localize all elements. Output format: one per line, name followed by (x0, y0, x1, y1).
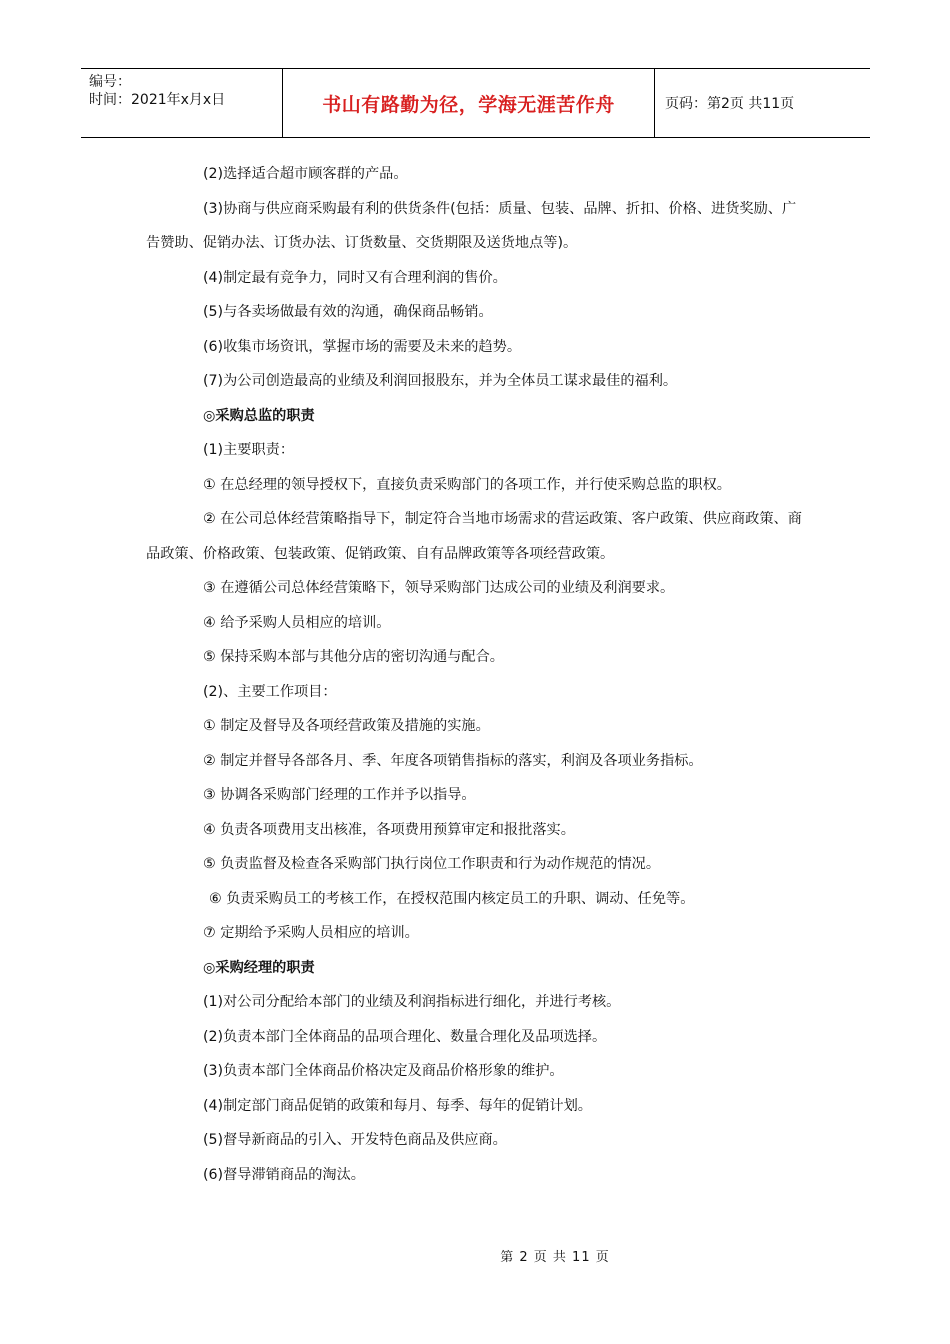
paragraph: ⑥ 负责采购员工的考核工作，在授权范围内核定员工的升职、调动、任免等。 (209, 890, 695, 907)
paragraph: (2)负责本部门全体商品的品项合理化、数量合理化及品项选择。 (203, 1028, 607, 1045)
paragraph: ④ 给予采购人员相应的培训。 (203, 614, 391, 631)
paragraph: (2)、主要工作项目： (203, 683, 337, 700)
header-motto: 书山有路勤为径，学海无涯苦作舟 (322, 93, 615, 116)
paragraph: (4)制定最有竞争力，同时又有合理利润的售价。 (203, 269, 507, 286)
paragraph: (7)为公司创造最高的业绩及利润回报股东，并为全体员工谋求最佳的福利。 (203, 373, 678, 389)
paragraph: (3)协商与供应商采购最有利的供货条件(包括：质量、包装、品牌、折扣、价格、进货奖励、广告赞助、促销办法、订货办法、订货数量、交货期限及送货地点等)。 (146, 200, 797, 251)
section-heading: ◎采购经理的职责 (203, 959, 315, 976)
header-page-info: 页码：第2页 共11页 (665, 96, 795, 112)
paragraph: ② 制定并督导各部各月、季、年度各项销售指标的落实，利润及各项业务指标。 (203, 752, 703, 769)
paragraph: ④ 负责各项费用支出核准，各项费用预算审定和报批落实。 (203, 821, 575, 838)
document-number-label: 编号： (89, 74, 131, 90)
paragraph: ③ 在遵循公司总体经营策略下，领导采购部门达成公司的业绩及利润要求。 (203, 580, 675, 596)
paragraph: (6)督导滞销商品的淘汰。 (203, 1166, 365, 1183)
page-footer (0, 1246, 950, 1265)
section-heading: ◎采购总监的职责 (203, 407, 315, 424)
paragraph: ① 制定及督导及各项经营政策及措施的实施。 (203, 718, 490, 734)
paragraph: ① 在总经理的领导授权下，直接负责采购部门的各项工作，并行使采购总监的职权。 (203, 476, 731, 493)
paragraph: ⑤ 负责监督及检查各采购部门执行岗位工作职责和行为动作规范的情况。 (203, 856, 661, 872)
document-time-line: 时间：2021年x月x日 (89, 92, 226, 108)
paragraph: (3)负责本部门全体商品价格决定及商品价格形象的维护。 (203, 1063, 564, 1079)
paragraph: (1)对公司分配给本部门的业绩及利润指标进行细化，并进行考核。 (203, 994, 621, 1010)
paragraph: (5)督导新商品的引入、开发特色商品及供应商。 (203, 1132, 507, 1148)
paragraph: ⑤ 保持采购本部与其他分店的密切沟通与配合。 (203, 649, 504, 665)
header-page-cell (655, 69, 870, 137)
paragraph: (2)选择适合超市顾客群的产品。 (203, 166, 408, 182)
paragraph: ⑦ 定期给予采购人员相应的培训。 (203, 925, 419, 941)
paragraph: (4)制定部门商品促销的政策和每月、每季、每年的促销计划。 (203, 1097, 592, 1114)
footer-page-number: 第 2 页 共 11 页 (500, 1250, 610, 1265)
document-body (146, 157, 808, 1192)
header-motto-cell (283, 69, 655, 137)
paragraph: (5)与各卖场做最有效的沟通，确保商品畅销。 (203, 304, 493, 320)
document-header (81, 68, 870, 138)
paragraph: (6)收集市场资讯，掌握市场的需要及未来的趋势。 (203, 338, 522, 355)
paragraph: (1)主要职责： (203, 442, 295, 458)
header-meta-cell (81, 69, 283, 137)
paragraph: ③ 协调各采购部门经理的工作并予以指导。 (203, 787, 476, 803)
paragraph: ② 在公司总体经营策略指导下，制定符合当地市场需求的营运政策、客户政策、供应商政策、商品政策、价格政策、包装政策、促销政策、自有品牌政策等各项经营政策。 (146, 511, 802, 562)
